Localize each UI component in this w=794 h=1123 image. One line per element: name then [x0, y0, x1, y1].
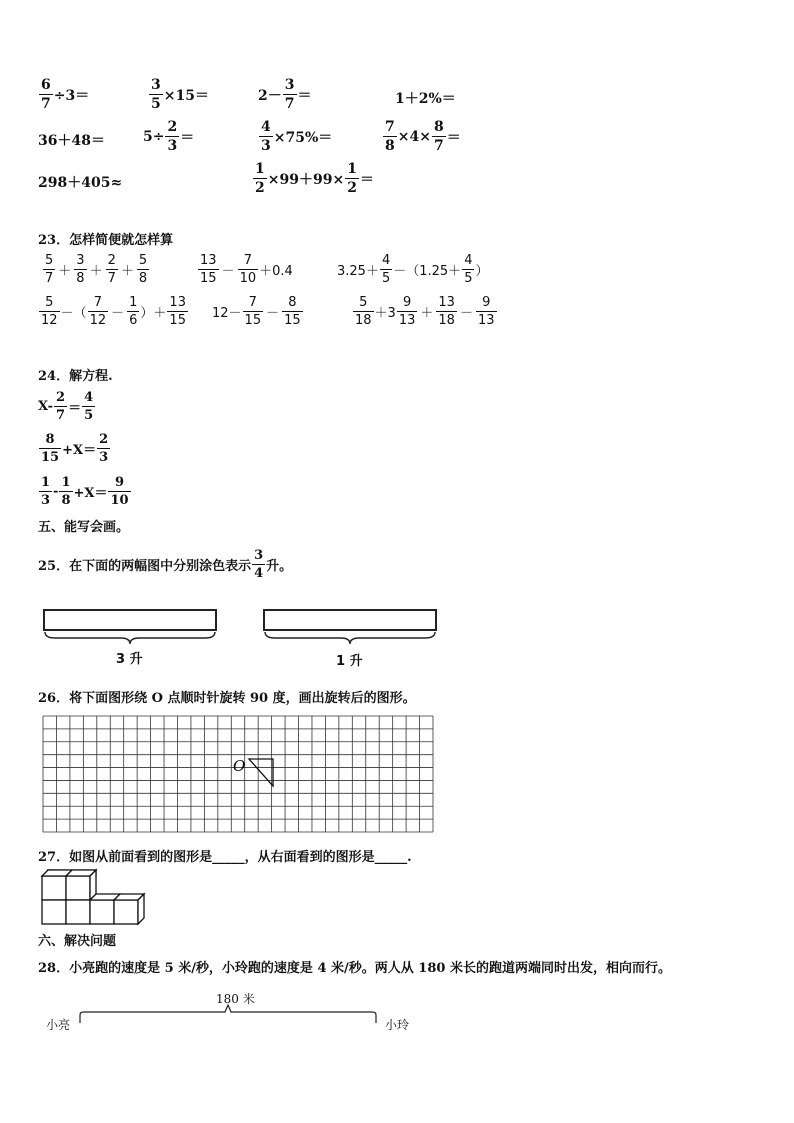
q23-expr-1: $\frac{5}{7}$ ＋ $\frac{3}{8}$ ＋ $\frac{2}{7}$ ＋ $\frac{5}{8}$ — [45, 253, 148, 286]
q22-r3-a: 298＋405≈ — [38, 175, 123, 191]
q23-expr-2: $\frac{13}{15}$ － $\frac{7}{10}$ ＋0.4 — [200, 253, 293, 286]
q25-title: 25．在下面的两幅图中分别涂色表示 $\frac{3}{4}$ 升。 — [38, 548, 293, 581]
section-5-heading: 五、能写会画。 — [38, 520, 130, 535]
q22-r1-c: 2－ $\frac{3}{7}$ ＝ — [258, 77, 312, 112]
q24-eq-2: $\frac{8}{15}$ +X＝ $\frac{2}{3}$ — [41, 432, 109, 465]
label-1-liter: 1 升 — [336, 654, 363, 669]
brace-3-liters — [43, 630, 217, 646]
q23-expr-5: 12－ $\frac{7}{15}$ － $\frac{8}{15}$ — [212, 295, 301, 328]
rotation-triangle — [249, 759, 273, 786]
bar-3-liters[interactable] — [43, 609, 217, 631]
point-o-label: O — [233, 757, 246, 775]
q24-eq-3: $\frac{1}{3}$ - $\frac{1}{8}$ +X＝ $\frac{9}{10}$ — [41, 475, 129, 508]
rotation-grid[interactable] — [42, 715, 434, 833]
bar-1-liter[interactable] — [263, 609, 437, 631]
q22-r2-a: 36＋48＝ — [38, 133, 105, 149]
q22-r3-b: $\frac{1}{2}$ ×99＋99× $\frac{1}{2}$ ＝ — [255, 161, 374, 196]
q22-r2-c: $\frac{4}{3}$ ×75%＝ — [261, 119, 333, 154]
q23-title: 23．怎样简便就怎样算 — [38, 233, 174, 248]
label-3-liters: 3 升 — [116, 652, 143, 667]
q23-expr-6: $\frac{5}{18}$ ＋3 $\frac{9}{13}$ ＋ $\frac{13}{18}$ － $\frac{9}{13}$ — [355, 295, 495, 328]
q24-eq-1: X- $\frac{2}{7}$ ＝ $\frac{4}{5}$ — [38, 390, 94, 423]
track-diagram — [78, 1003, 378, 1027]
q27-title: 27．如图从前面看到的图形是_____，从右面看到的图形是_____. — [38, 850, 412, 865]
track-left-label: 小亮 — [46, 1018, 71, 1032]
brace-1-liter — [263, 630, 437, 646]
track-right-label: 小玲 — [385, 1018, 410, 1032]
q26-title: 26．将下面图形绕 O 点顺时针旋转 90 度，画出旋转后的图形。 — [38, 691, 416, 706]
cube-stack-figure — [40, 868, 150, 928]
q28-title: 28．小亮跑的速度是 5 米/秒，小玲跑的速度是 4 米/秒。两人从 180 米长的跑道两端同时出发，相向而行。 — [38, 961, 671, 976]
section-6-heading: 六、解决问题 — [38, 934, 117, 949]
q24-title: 24．解方程. — [38, 369, 113, 384]
q22-r2-d: $\frac{7}{8}$ ×4× $\frac{8}{7}$ ＝ — [385, 119, 461, 154]
q22-r1-a: $\frac{6}{7}$ ÷3＝ — [41, 77, 90, 112]
q22-r2-b: 5÷ $\frac{2}{3}$ ＝ — [143, 119, 195, 154]
q23-expr-4: $\frac{5}{12}$ －（ $\frac{7}{12}$ － $\frac{1}{6}$ ）＋ $\frac{13}{15}$ — [41, 295, 186, 328]
q23-expr-3: 3.25＋ $\frac{4}{5}$ －（1.25＋ $\frac{4}{5}$ ） — [337, 253, 489, 286]
q22-r1-d: 1＋2%＝ — [395, 91, 456, 107]
track-distance-label: 180 米 — [216, 992, 255, 1006]
q22-r1-b: $\frac{3}{5}$ ×15＝ — [151, 77, 209, 112]
